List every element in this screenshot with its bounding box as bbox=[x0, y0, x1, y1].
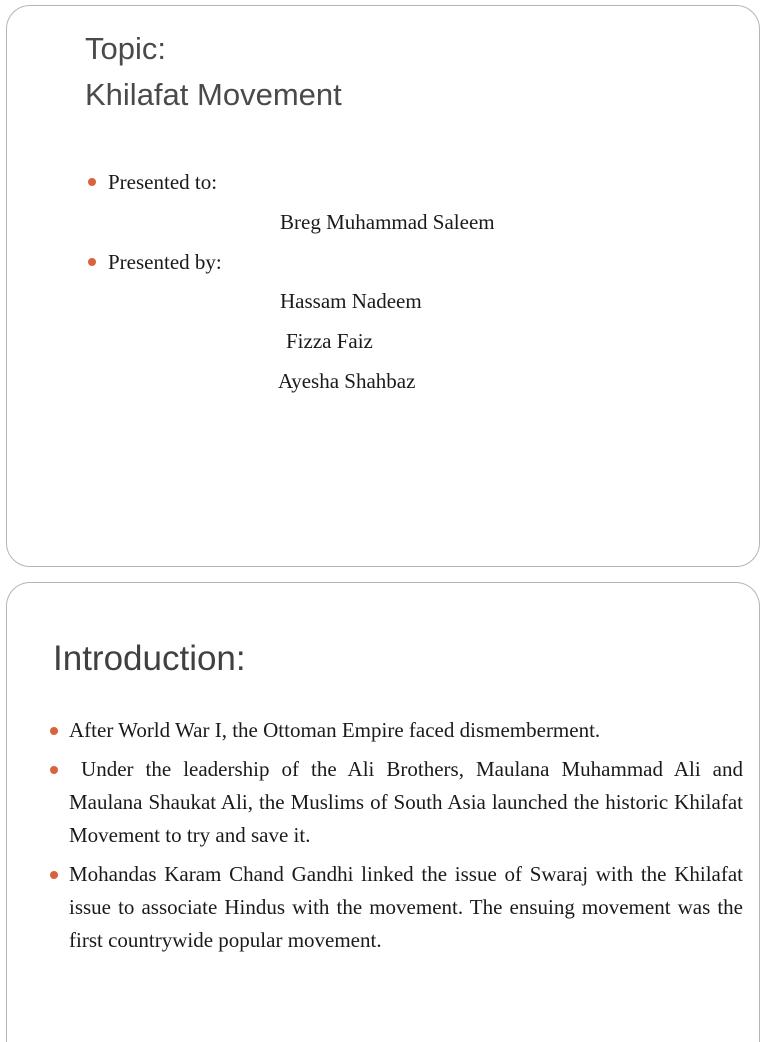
slide-title-heading bbox=[85, 26, 342, 118]
bullet-dot bbox=[88, 258, 96, 266]
intro-bullet-2: Under the leadership of the Ali Brothers, Maulana Muhammad Ali and Maulana Shaukat Ali, the Muslims of South Asia launched the historic Khilafat Movement to try and save it. bbox=[69, 757, 744, 847]
presenter-name: Fizza Faiz bbox=[286, 329, 373, 353]
bullet-dot bbox=[50, 871, 58, 879]
slide-title bbox=[6, 5, 760, 567]
bullet-dot bbox=[88, 178, 96, 186]
presenter-name: Hassam Nadeem bbox=[280, 289, 422, 313]
topic-label: Topic: bbox=[85, 31, 166, 66]
bullet-dot bbox=[50, 766, 58, 774]
bullet-dot bbox=[50, 727, 58, 735]
presenter-name: Ayesha Shahbaz bbox=[278, 369, 416, 393]
intro-bullet-3: Mohandas Karam Chand Gandhi linked the issue of Swaraj with the Khilafat issue to associate Hindus with the movement. The ensuing movement was the first countrywide popular movement. bbox=[69, 862, 743, 952]
presented-to-label: Presented to: bbox=[108, 170, 218, 194]
presented-by-label: Presented by: bbox=[108, 250, 222, 274]
intro-bullet-1: After World War I, the Ottoman Empire faced dismemberment. bbox=[69, 718, 601, 742]
presented-to-name: Breg Muhammad Saleem bbox=[280, 210, 495, 234]
slide-introduction bbox=[6, 582, 760, 1042]
introduction-heading: Introduction: bbox=[53, 639, 246, 678]
topic-name: Khilafat Movement bbox=[85, 77, 342, 112]
